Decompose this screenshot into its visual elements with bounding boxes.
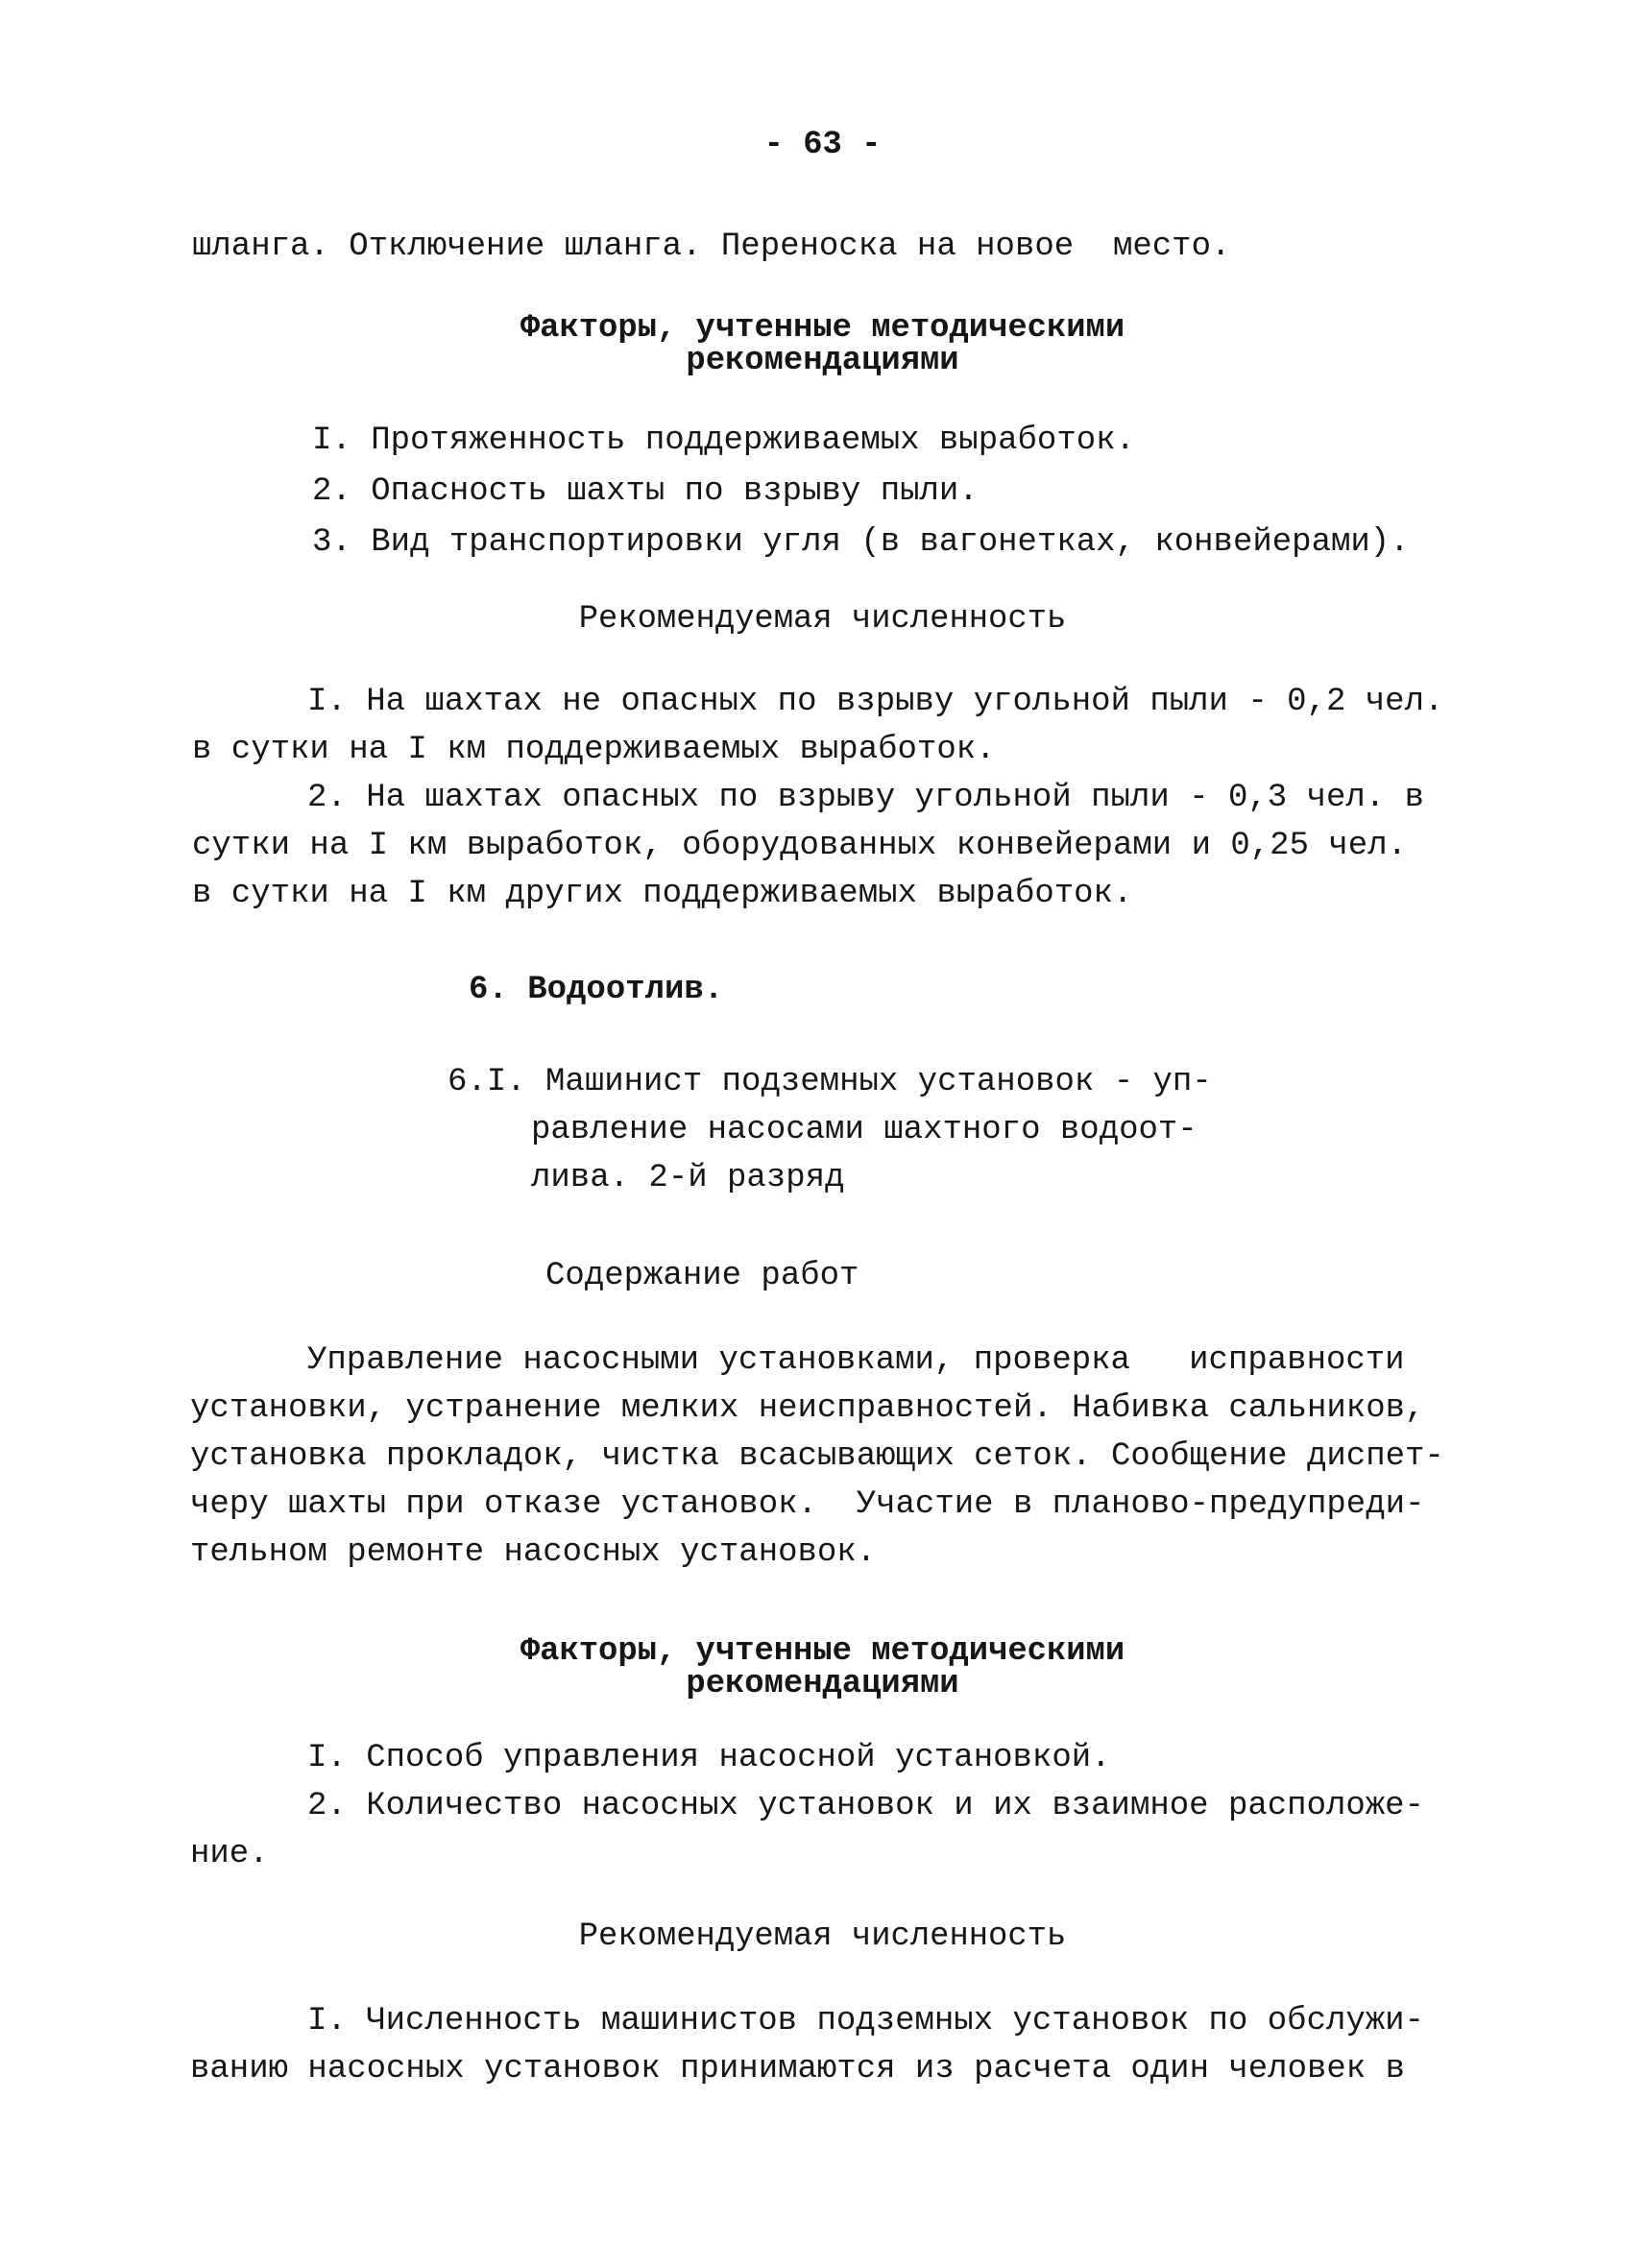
paragraph-line: 2. На шахтах опасных по взрыву угольной пыли - 0,3 чел. в (307, 780, 1424, 816)
intro-text: шланга. Отключение шланга. Переноска на новое место. (192, 229, 1231, 265)
factor-item: I. Способ управления насосной установкой. (307, 1740, 1111, 1776)
recommended-heading: Рекомендуемая численность (578, 601, 1067, 638)
factor-item: 3. Вид транспортировки угля (в вагонетках, конвейерами). (312, 524, 1410, 561)
paragraph-line: ванию насосных установок принимаются из расчета один человек в (190, 2051, 1406, 2087)
section-heading: 6. Водоотлив. (469, 972, 724, 1008)
subsection-heading-line: лива. 2-й разряд (531, 1160, 845, 1196)
subsection-heading-line: 6.I. Машинист подземных установок - уп- (448, 1064, 1212, 1100)
paragraph-line: в сутки на I км других поддерживаемых выработок. (192, 876, 1133, 912)
paragraph-line: I. На шахтах не опасных по взрыву угольной пыли - 0,2 чел. (307, 684, 1444, 720)
subsection-heading-line: равление насосами шахтного водоот- (531, 1112, 1197, 1148)
factors-heading-line-1: Факторы, учтенные методическими (520, 1633, 1125, 1670)
paragraph-line: Управление насосными установками, проверка исправности (307, 1342, 1405, 1379)
recommended-heading: Рекомендуемая численность (578, 1918, 1067, 1955)
factor-item: I. Протяженность поддерживаемых выработок. (312, 422, 1135, 459)
paragraph-line: в сутки на I км поддерживаемых выработок. (192, 732, 996, 768)
factors-heading-line-1: Факторы, учтенные методическими (520, 310, 1125, 347)
paragraph-line: тельном ремонте насосных установок. (190, 1534, 877, 1571)
paragraph-line: установка прокладок, чистка всасывающих сеток. Сообщение диспет- (190, 1438, 1444, 1475)
factors-heading-line-2: рекомендациями (686, 343, 959, 379)
paragraph-line: I. Численность машинистов подземных установок по обслужи- (307, 2003, 1424, 2039)
factors-heading-line-2: рекомендациями (686, 1666, 959, 1702)
paragraph-line: черу шахты при отказе установок. Участие в планово-предупреди- (190, 1486, 1425, 1523)
factor-item: 2. Опасность шахты по взрыву пыли. (312, 473, 979, 510)
paragraph-line: сутки на I км выработок, оборудованных конвейерами и 0,25 чел. (192, 828, 1408, 864)
paragraph-line: установки, устранение мелких неисправностей. Набивка сальников, (190, 1390, 1425, 1427)
factor-item: 2. Количество насосных установок и их взаимное расположе- (307, 1788, 1424, 1824)
factor-item: ние. (190, 1836, 269, 1872)
page-number: - 63 - (763, 127, 882, 163)
work-content-heading: Содержание работ (545, 1258, 859, 1294)
